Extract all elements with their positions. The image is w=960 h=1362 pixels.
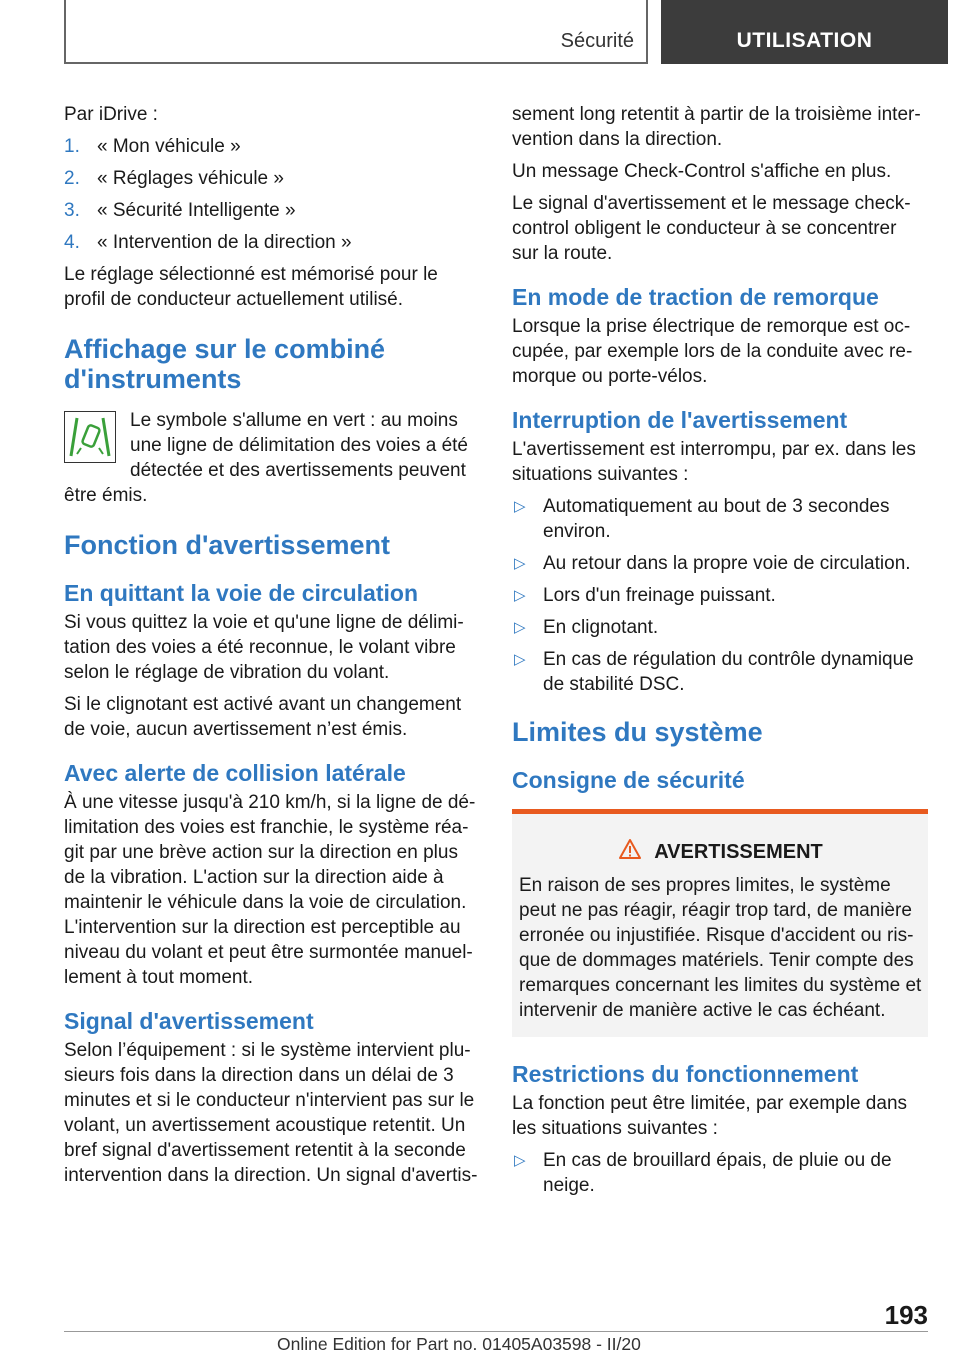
list-item xyxy=(512,494,928,544)
left-column xyxy=(64,102,478,1195)
list-item xyxy=(512,1148,928,1198)
step-number: 3. xyxy=(64,200,80,221)
header-chapter-tab: UTILISATION xyxy=(661,0,948,64)
step-item xyxy=(64,198,478,223)
warning-signal-paragraph: Selon l’équipement : si le système intervient plu-sieurs fois dans la direction dans un délai de 3 minutes et si le conducteur n'intervient pas sur le volant, un avertissement acoustique retentit. Un bref signal d'avertissement retentit à la seconde intervention dans la direction. Un signal d'avertis- xyxy=(64,1040,478,1186)
interruption-list xyxy=(512,494,928,697)
list-item-text: En cas de régulation du contrôle dynamique de stabilité DSC. xyxy=(543,649,914,695)
footer-divider xyxy=(64,1331,928,1332)
list-item xyxy=(512,551,928,576)
step-text: « Mon véhicule » xyxy=(97,136,241,157)
step-text: « Sécurité Intelligente » xyxy=(97,200,296,221)
trailer-paragraph: Lorsque la prise électrique de remorque est oc-cupée, par exemple lors de la conduite avec re-morque ou porte-vélos. xyxy=(512,316,913,387)
heading-restrictions: Restrictions du fonctionnement xyxy=(512,1061,859,1087)
triangle-bullet-icon: ▷ xyxy=(514,1152,526,1169)
footer-edition: Online Edition for Part no. 01405A03598 - II/20 xyxy=(277,1334,641,1354)
warning-text: En raison de ses propres limites, le système peut ne pas réagir, réagir trop tard, de manière erronée ou injustifiée. Risque d'accident ou ris-que de dommages matériels. Tenir compte des remarques concernant les limites du système et intervenir de manière active le cas échéant. xyxy=(519,875,922,1021)
restrictions-paragraph: La fonction peut être limitée, par exemple dans les situations suivantes : xyxy=(512,1093,908,1139)
step-number: 1. xyxy=(64,136,80,157)
heading-system-limits: Limites du système xyxy=(512,717,763,747)
step-item xyxy=(64,166,478,191)
list-item xyxy=(512,647,928,697)
warning-signal-continued: sement long retentit à partir de la troisième inter-vention dans la direction. xyxy=(512,104,921,150)
symbol-block xyxy=(64,408,478,508)
check-control-paragraph: Un message Check-Control s'affiche en plus. xyxy=(512,161,892,182)
setting-saved-paragraph: Le réglage sélectionné est mémorisé pour le profil de conducteur actuellement utilisé. xyxy=(64,264,438,310)
step-number: 4. xyxy=(64,232,80,253)
warning-triangle-icon xyxy=(618,838,642,867)
list-item xyxy=(512,583,928,608)
restrictions-list xyxy=(512,1148,928,1198)
side-collision-paragraph: À une vitesse jusqu'à 210 km/h, si la ligne de dé-limitation des voies est franchie, le système réa-git par une brève action sur la direction en plus de la vibration. L'action sur la direction aide à maintenir le véhicule dans la voie de circulation. L'intervention sur la direction est perceptible au niveau du volant et peut être surmontée manuel-lement à tout moment. xyxy=(64,792,476,988)
symbol-description: Le symbole s'allume en vert : au moins une ligne de délimitation des voies a été détectée et des avertissements peuvent être émis. xyxy=(64,410,469,506)
right-column xyxy=(512,102,928,1205)
warning-title-row xyxy=(519,838,922,867)
list-item xyxy=(512,615,928,640)
triangle-bullet-icon: ▷ xyxy=(514,498,526,515)
page-number: 193 xyxy=(884,1300,928,1330)
list-item-text: Automatiquement au bout de 3 secondes environ. xyxy=(543,496,890,542)
step-number: 2. xyxy=(64,168,80,189)
heading-warning-function: Fonction d'avertissement xyxy=(64,530,390,560)
triangle-bullet-icon: ▷ xyxy=(514,555,526,572)
warning-title: AVERTISSEMENT xyxy=(654,841,823,863)
leaving-lane-paragraph-2: Si le clignotant est activé avant un changement de voie, aucun avertissement n’est émis. xyxy=(64,694,462,740)
heading-interruption: Interruption de l'avertissement xyxy=(512,407,848,433)
heading-display: Affichage sur le combiné d'instruments xyxy=(64,334,386,394)
list-item-text: Lors d'un freinage puissant. xyxy=(543,585,776,606)
idrive-intro: Par iDrive : xyxy=(64,104,158,125)
heading-side-collision: Avec alerte de collision latérale xyxy=(64,760,406,786)
triangle-bullet-icon: ▷ xyxy=(514,619,526,636)
triangle-bullet-icon: ▷ xyxy=(514,587,526,604)
step-text: « Intervention de la direction » xyxy=(97,232,352,253)
list-item-text: Au retour dans la propre voie de circulation. xyxy=(543,553,911,574)
step-item xyxy=(64,134,478,159)
step-text: « Réglages véhicule » xyxy=(97,168,284,189)
step-item xyxy=(64,230,478,255)
leaving-lane-paragraph-1: Si vous quittez la voie et qu'une ligne de délimi-tation des voies a été reconnue, le volant vibre selon le réglage de vibration du volant. xyxy=(64,612,464,683)
heading-trailer-mode: En mode de traction de remorque xyxy=(512,284,879,310)
list-item-text: En cas de brouillard épais, de pluie ou de neige. xyxy=(543,1150,892,1196)
heading-safety-notice: Consigne de sécurité xyxy=(512,767,745,793)
triangle-bullet-icon: ▷ xyxy=(514,651,526,668)
warning-box xyxy=(512,809,928,1037)
lane-departure-icon xyxy=(64,411,116,463)
heading-warning-signal: Signal d'avertissement xyxy=(64,1008,314,1034)
header-section-title: Sécurité xyxy=(560,30,634,52)
list-item-text: En clignotant. xyxy=(543,617,659,638)
heading-leaving-lane: En quittant la voie de circulation xyxy=(64,580,418,606)
idrive-steps xyxy=(64,134,478,255)
focus-paragraph: Le signal d'avertissement et le message check-control obligent le conducteur à se concentrer sur la route. xyxy=(512,193,911,264)
interruption-paragraph: L'avertissement est interrompu, par ex. dans les situations suivantes : xyxy=(512,439,916,485)
